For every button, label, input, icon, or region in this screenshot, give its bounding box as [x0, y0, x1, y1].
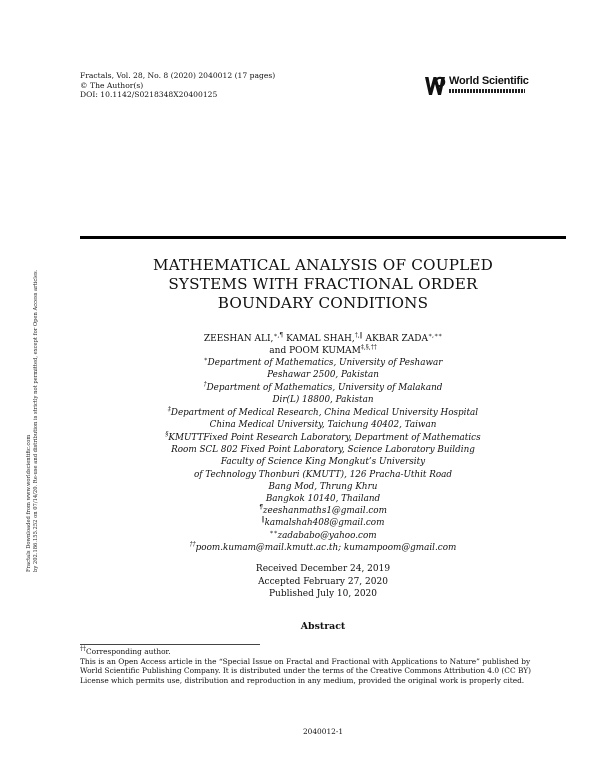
download-notice	[26, 212, 40, 572]
author-line	[80, 345, 566, 357]
affiliation-mark: §	[165, 431, 169, 439]
header-rule	[80, 236, 566, 239]
affiliation	[80, 357, 566, 381]
affiliation-text: Department of Mathematics, University of Peshawar	[207, 358, 443, 368]
abstract-heading: Abstract	[300, 621, 346, 632]
author-line	[80, 333, 566, 345]
email-address[interactable]: zeeshanmaths1@gmail.com	[262, 506, 387, 517]
email-line[interactable]	[80, 542, 566, 554]
email-mark: ††	[189, 540, 196, 548]
author-marks: ‡,§,††	[360, 344, 377, 351]
affiliation-mark: ‡	[167, 406, 171, 414]
published-date: Published July 10, 2020	[268, 589, 378, 599]
publisher-logo[interactable]	[424, 74, 544, 100]
email-line[interactable]	[80, 517, 566, 529]
copyright-line: © The Author(s)	[80, 80, 144, 90]
publisher-url-strip	[449, 89, 525, 93]
email-mark: ‖	[261, 516, 265, 524]
publication-dates	[80, 563, 566, 601]
download-notice-line: Fractals Downloaded from www.worldscientific.com	[26, 434, 32, 572]
affiliation-line: of Technology Thonburi (KMUTT), 126 Pracha-Uthit Road	[193, 469, 453, 480]
affiliation-text: Department of Medical Research, China Medical University Hospital	[170, 408, 479, 418]
footnote-corresponding	[80, 647, 566, 657]
affiliation-line: China Medical University, Taichung 40402, Taiwan	[209, 420, 437, 431]
journal-metadata	[80, 71, 275, 100]
affiliation-line: Bangkok 10140, Thailand	[265, 494, 381, 505]
download-notice-line: by 202.186.155.252 on 07/14/20. Re-use and distribution is strictly not permitted, except for Open Access articles.	[33, 269, 39, 572]
author-marks: †,‖	[354, 332, 363, 339]
title-line: SYSTEMS WITH FRACTIONAL ORDER	[168, 275, 478, 293]
footnote-mark: ††	[80, 645, 86, 653]
doi-link[interactable]: DOI: 10.1142/S0218348X20400125	[80, 90, 218, 100]
affiliation-text: KMUTTFixed Point Research Laboratory, Department of Mathematics	[168, 433, 481, 443]
journal-citation: Fractals, Vol. 28, No. 8 (2020) 2040012 (17 pages)	[80, 71, 276, 80]
affiliation	[80, 407, 566, 431]
email-address[interactable]: poom.kumam@mail.kmutt.ac.th; kumampoom@gmail.com	[195, 542, 457, 553]
footnote-text: Corresponding author.	[86, 647, 171, 656]
email-mark: ¶	[259, 504, 263, 512]
affiliation-line: Room SCL 802 Fixed Point Laboratory, Science Laboratory Building	[171, 445, 475, 456]
received-date: Received December 24, 2019	[255, 564, 391, 574]
author-name: AKBAR ZADA	[362, 334, 428, 344]
footnote-line: World Scientific Publishing Company. It is distributed under the terms of the Creative Commons Attribution 4.0 (CC BY)	[80, 666, 532, 676]
publisher-name: World Scientific	[449, 75, 529, 87]
affiliation-line	[80, 432, 566, 444]
footnote	[80, 647, 566, 686]
article-title	[80, 256, 566, 313]
accepted-date: Accepted February 27, 2020	[258, 576, 388, 587]
affiliation-line: Peshawar 2500, Pakistan	[267, 370, 379, 381]
author-name: KAMAL SHAH,	[283, 334, 355, 344]
author-name: ZEESHAN ALI,	[203, 334, 274, 344]
email-address[interactable]: kamalshah408@gmail.com	[264, 518, 385, 529]
affiliation-line	[80, 407, 566, 419]
affiliation-mark: †	[203, 381, 207, 389]
affiliation-line: Faculty of Science King Mongkut’s University	[220, 457, 426, 468]
title-line: MATHEMATICAL ANALYSIS OF COUPLED	[152, 256, 494, 274]
author-marks: ∗,¶	[273, 332, 284, 339]
world-scientific-logo-icon	[424, 74, 446, 98]
email-mark: ∗∗	[269, 528, 278, 536]
affiliation-line: Dir(L) 18800, Pakistan	[272, 395, 374, 406]
page-number: 2040012-1	[302, 727, 344, 736]
email-line[interactable]	[80, 530, 566, 542]
affiliation	[80, 382, 566, 406]
affiliation-mark: ∗	[203, 356, 208, 364]
footnote-rule	[80, 644, 260, 645]
author-list	[80, 333, 566, 357]
author-name: and POOM KUMAM	[269, 346, 361, 356]
footnote-line: This is an Open Access article in the “Special Issue on Fractal and Fractional with Applications to Nature” published by	[80, 656, 531, 666]
affiliation-line	[80, 382, 566, 394]
title-line: BOUNDARY CONDITIONS	[217, 294, 429, 312]
email-address[interactable]: zadababo@yahoo.com	[277, 530, 377, 541]
affiliation-line: Bang Mod, Thrung Khru	[268, 481, 378, 492]
footnote-line: License which permits use, distribution and reproduction in any medium, provided the original work is properly cited.	[80, 676, 525, 686]
affiliation-text: Department of Mathematics, University of Malakand	[206, 383, 443, 393]
author-marks: ∗,∗∗	[427, 332, 443, 339]
affiliation	[80, 432, 566, 554]
email-line[interactable]	[80, 505, 566, 517]
affiliation-line	[80, 357, 566, 369]
